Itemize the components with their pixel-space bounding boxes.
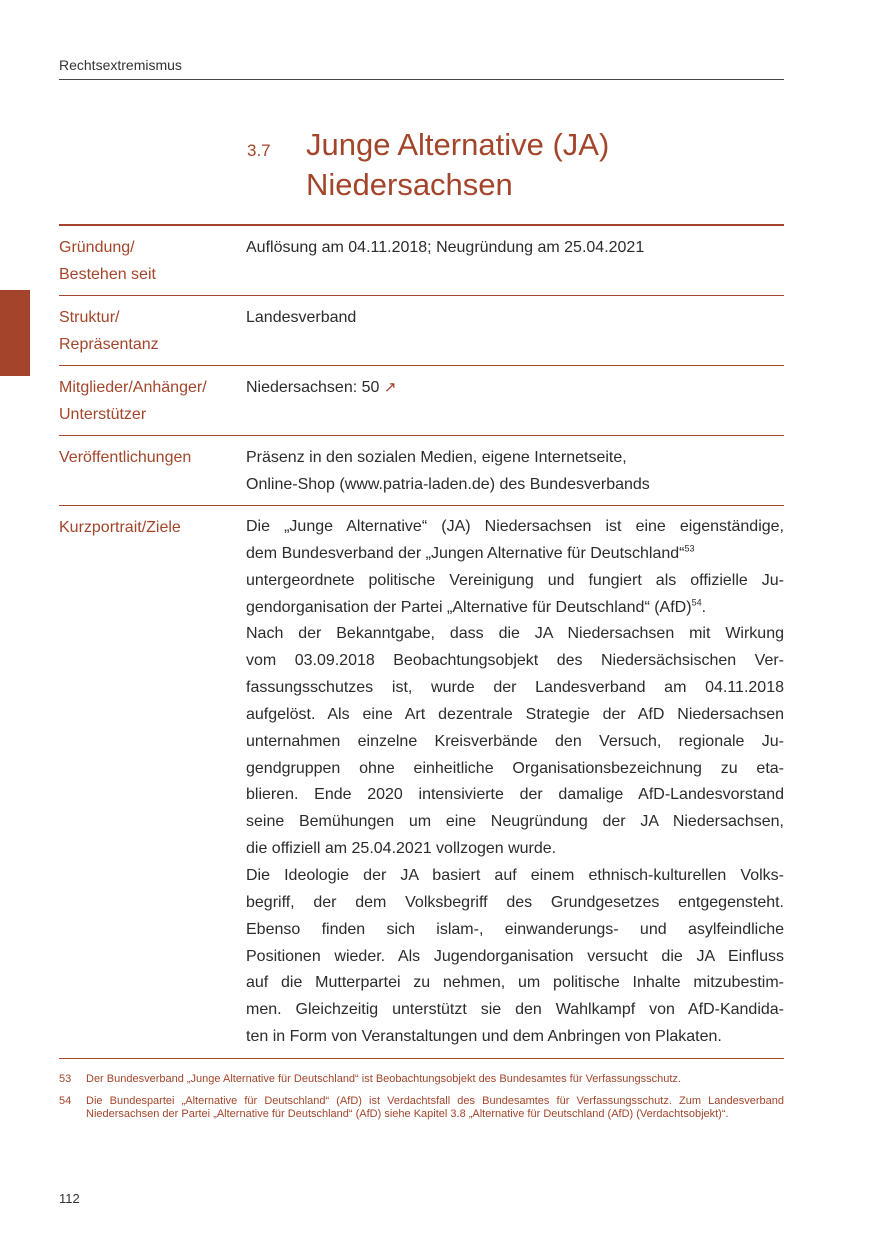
row-label xyxy=(59,374,246,428)
text-line: Positionen wieder. Als Jugendorganisation versucht die JA Einfluss xyxy=(246,947,784,965)
section-title-line-2: Niedersachsen xyxy=(306,167,513,202)
footnote-ref-53[interactable]: 53 xyxy=(684,543,695,554)
text-line-content: gendorganisation der Partei „Alternative für Deutschland“ (AfD) xyxy=(246,598,692,616)
row-label xyxy=(59,304,246,358)
profile-table xyxy=(59,224,784,1059)
footnote-number: 53 xyxy=(59,1073,72,1085)
footnote-text: Der Bundesverband „Junge Alternative für Deutschland“ ist Beobachtungsobjekt des Bundesamtes für Verfassungsschutz. xyxy=(86,1073,681,1085)
row-label xyxy=(59,234,246,288)
section-number: 3.7 xyxy=(247,141,271,160)
footnote-53 xyxy=(59,1073,784,1086)
row-label-line: Struktur/ xyxy=(59,309,120,326)
footnotes xyxy=(59,1073,784,1130)
section-title xyxy=(306,125,776,205)
footnote-54 xyxy=(59,1095,784,1121)
row-label-line: Gründung/ xyxy=(59,239,135,256)
member-count: Niedersachsen: 50 xyxy=(246,379,380,396)
row-value xyxy=(246,374,784,428)
text-line: ten in Form von Veranstaltungen und dem Anbringen von Plakaten. xyxy=(246,1028,722,1046)
page-number: 112 xyxy=(59,1191,80,1206)
row-label-line: Unterstützer xyxy=(59,406,147,423)
table-row-struktur xyxy=(59,296,784,366)
row-label-line: Mitglieder/Anhänger/ xyxy=(59,379,207,396)
row-label-line: Repräsentanz xyxy=(59,336,159,353)
running-head: Rechtsextremismus xyxy=(59,57,182,73)
row-value: Auflösung am 04.11.2018; Neugründung am 25.04.2021 xyxy=(246,239,645,256)
row-value: Landesverband xyxy=(246,309,357,326)
table-row-gruendung xyxy=(59,226,784,296)
text-line: die offiziell am 25.04.2021 vollzogen wurde. xyxy=(246,840,557,858)
text-line: gendgruppen ohne einheitliche Organisationsbezeichnung zu eta- xyxy=(246,759,784,777)
arrow-up-right-icon: ↗ xyxy=(383,379,397,396)
text-line: unternahmen einzelne Kreisverbände den Versuch, regionale Ju- xyxy=(246,732,784,750)
header-rule xyxy=(59,79,784,80)
text-line: fassungsschutzes ist, wurde der Landesverband am 04.11.2018 xyxy=(246,679,784,697)
text-line: men. Gleichzeitig unterstützt sie den Wahlkampf von AfD-Kandida- xyxy=(246,1001,784,1019)
row-label-line: Bestehen seit xyxy=(59,266,156,283)
table-row-mitglieder xyxy=(59,366,784,436)
row-value-line: Online-Shop (www.patria-laden.de) des Bundesverbands xyxy=(246,476,650,493)
table-row-kurzportrait xyxy=(59,506,784,1059)
text-line: Die Ideologie der JA basiert auf einem ethnisch-kulturellen Volks- xyxy=(246,866,784,884)
text-line: begriff, der dem Volksbegriff des Grundgesetzes entgegensteht. xyxy=(246,893,784,911)
text-line: aufgelöst. Als eine Art dezentrale Strategie der AfD Niedersachsen xyxy=(246,705,784,723)
footnote-number: 54 xyxy=(59,1095,72,1107)
row-value xyxy=(246,444,784,498)
footnote-ref-54[interactable]: 54 xyxy=(691,597,702,608)
text-line xyxy=(246,541,784,568)
text-line xyxy=(246,595,784,622)
text-line: Die „Junge Alternative“ (JA) Niedersachsen ist eine eigenständige, xyxy=(246,518,784,535)
chapter-side-tab xyxy=(0,290,30,376)
row-label: Veröffentlichungen xyxy=(59,449,192,466)
text-line: vom 03.09.2018 Beobachtungsobjekt des Niedersächsischen Ver- xyxy=(246,652,784,670)
text-line: Nach der Bekanntgabe, dass die JA Niedersachsen mit Wirkung xyxy=(246,625,784,643)
table-row-veroeffentlichungen xyxy=(59,436,784,506)
text-line-content: dem Bundesverband der „Jungen Alternative für Deutschland“ xyxy=(246,544,685,562)
section-title-line-1: Junge Alternative (JA) xyxy=(306,127,610,162)
row-label: Kurzportrait/Ziele xyxy=(59,519,181,536)
text-line: Ebenso finden sich islam-, einwanderungs- und asylfeindliche xyxy=(246,920,784,938)
text-line: blieren. Ende 2020 intensivierte der damalige AfD-Landesvorstand xyxy=(246,786,784,804)
kurzportrait-text xyxy=(246,514,784,1051)
footnote-text: Die Bundespartei „Alternative für Deutschland“ (AfD) ist Verdachtsfall des Bundesamtes für Verfassungsschutz. Zum Landesverband Niedersachsen der Partei „Alternative für Deutschland“ (AfD) siehe Kapitel 3.8 „Alternative für Deutschland (AfD) (Verdachtsobjekt)“. xyxy=(86,1095,784,1120)
text-line: seine Bemühungen um eine Neugründung der JA Niedersachsen, xyxy=(246,813,784,831)
punctuation: . xyxy=(701,598,707,616)
text-line: untergeordnete politische Vereinigung und fungiert als offizielle Ju- xyxy=(246,571,784,589)
row-value-line: Präsenz in den sozialen Medien, eigene Internetseite, xyxy=(246,449,627,466)
text-line: auf die Mutterpartei zu nehmen, um politische Inhalte mitzubestim- xyxy=(246,974,784,992)
